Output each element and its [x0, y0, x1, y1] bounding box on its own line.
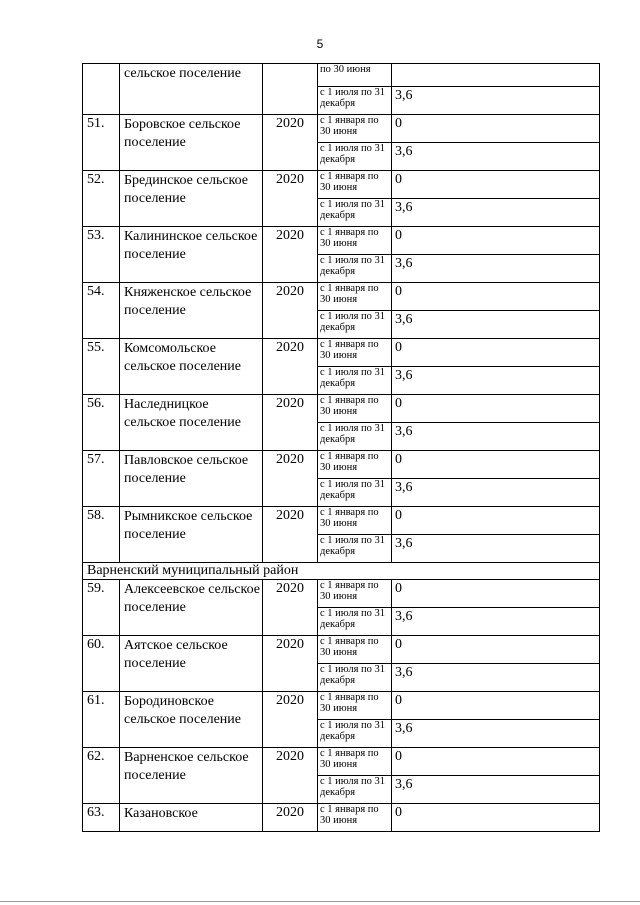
period: с 1 января по 30 июня [318, 580, 392, 608]
period: с 1 января по 30 июня [318, 636, 392, 664]
period: с 1 июля по 31 декабря [318, 535, 392, 563]
table-row [83, 692, 600, 720]
period: с 1 июля по 31 декабря [318, 367, 392, 395]
row-number: 59. [83, 580, 120, 636]
settlement-name: Казановское [120, 804, 263, 832]
settlement-name: Княженское сельское поселение [120, 283, 263, 339]
page-edge-divider [0, 901, 640, 902]
rate: 3,6 [392, 608, 600, 636]
page-number: 5 [316, 37, 324, 51]
table-row [83, 580, 600, 608]
year: 2020 [263, 692, 318, 748]
table-row [83, 115, 600, 143]
row-number: 58. [83, 507, 120, 563]
period: с 1 июля по 31 декабря [318, 664, 392, 692]
period: с 1 января по 30 июня [318, 804, 392, 832]
period: с 1 июля по 31 декабря [318, 199, 392, 227]
table-row [83, 339, 600, 367]
rate: 0 [392, 451, 600, 479]
table-row [83, 227, 600, 255]
year: 2020 [263, 748, 318, 804]
rate: 0 [392, 171, 600, 199]
year: 2020 [263, 507, 318, 563]
settlement-name: Наследницкое сельское поселение [120, 395, 263, 451]
period: с 1 января по 30 июня [318, 171, 392, 199]
year: 2020 [263, 636, 318, 692]
row-number: 52. [83, 171, 120, 227]
table-row [83, 171, 600, 199]
rate: 3,6 [392, 664, 600, 692]
year: 2020 [263, 580, 318, 636]
settlement-name: Алексеевское сельское поселение [120, 580, 263, 636]
period: с 1 июля по 31 декабря [318, 255, 392, 283]
rate: 3,6 [392, 535, 600, 563]
table-row [83, 395, 600, 423]
rate: 0 [392, 507, 600, 535]
table-row [83, 451, 600, 479]
row-number: 51. [83, 115, 120, 171]
rate: 3,6 [392, 199, 600, 227]
rate: 0 [392, 395, 600, 423]
year: 2020 [263, 227, 318, 283]
rate: 0 [392, 804, 600, 832]
settlement-name: Боровское сельское поселение [120, 115, 263, 171]
settlement-name: сельское поселение [120, 64, 263, 115]
rate: 3,6 [392, 255, 600, 283]
rate: 3,6 [392, 311, 600, 339]
row-number: 62. [83, 748, 120, 804]
row-number: 63. [83, 804, 120, 832]
settlement-name: Калининское сельское поселение [120, 227, 263, 283]
year: 2020 [263, 395, 318, 451]
row-number [83, 64, 120, 115]
period: с 1 июля по 31 декабря [318, 776, 392, 804]
year: 2020 [263, 283, 318, 339]
rates-table [82, 63, 600, 832]
year [263, 64, 318, 115]
year: 2020 [263, 115, 318, 171]
rate: 0 [392, 227, 600, 255]
district-row [83, 563, 600, 580]
rate: 3,6 [392, 367, 600, 395]
table-row [83, 283, 600, 311]
rate: 0 [392, 115, 600, 143]
year: 2020 [263, 339, 318, 395]
rate: 0 [392, 580, 600, 608]
rate: 3,6 [392, 423, 600, 451]
rate [392, 64, 600, 87]
settlement-name: Бородиновское сельское поселение [120, 692, 263, 748]
period: с 1 января по 30 июня [318, 227, 392, 255]
row-number: 61. [83, 692, 120, 748]
period: с 1 июля по 31 декабря [318, 720, 392, 748]
table-row [83, 64, 600, 87]
table-row [83, 636, 600, 664]
settlement-name: Павловское сельское поселение [120, 451, 263, 507]
table-row [83, 748, 600, 776]
period: с 1 июля по 31 декабря [318, 608, 392, 636]
period: с 1 января по 30 июня [318, 507, 392, 535]
period: по 30 июня [318, 64, 392, 87]
rate: 3,6 [392, 776, 600, 804]
settlement-name: Варненское сельское поселение [120, 748, 263, 804]
year: 2020 [263, 171, 318, 227]
year: 2020 [263, 451, 318, 507]
rate: 3,6 [392, 720, 600, 748]
period: с 1 июля по 31 декабря [318, 479, 392, 507]
period: с 1 января по 30 июня [318, 283, 392, 311]
rate: 0 [392, 692, 600, 720]
period: с 1 июля по 31 декабря [318, 423, 392, 451]
period: с 1 января по 30 июня [318, 748, 392, 776]
table-row [83, 804, 600, 832]
rate: 3,6 [392, 87, 600, 115]
row-number: 60. [83, 636, 120, 692]
settlement-name: Рымникское сельское поселение [120, 507, 263, 563]
rate: 3,6 [392, 479, 600, 507]
row-number: 57. [83, 451, 120, 507]
period: с 1 января по 30 июня [318, 395, 392, 423]
period: с 1 января по 30 июня [318, 451, 392, 479]
year: 2020 [263, 804, 318, 832]
period: с 1 июля по 31 декабря [318, 87, 392, 115]
row-number: 56. [83, 395, 120, 451]
settlement-name: Комсомольское сельское поселение [120, 339, 263, 395]
table-row [83, 507, 600, 535]
row-number: 54. [83, 283, 120, 339]
period: с 1 июля по 31 декабря [318, 311, 392, 339]
row-number: 55. [83, 339, 120, 395]
settlement-name: Брединское сельское поселение [120, 171, 263, 227]
period: с 1 января по 30 июня [318, 692, 392, 720]
district-heading: Варненский муниципальный район [83, 563, 600, 580]
period: с 1 января по 30 июня [318, 339, 392, 367]
rate: 3,6 [392, 143, 600, 171]
rate: 0 [392, 748, 600, 776]
period: с 1 января по 30 июня [318, 115, 392, 143]
period: с 1 июля по 31 декабря [318, 143, 392, 171]
settlement-name: Аятское сельское поселение [120, 636, 263, 692]
row-number: 53. [83, 227, 120, 283]
rate: 0 [392, 339, 600, 367]
rate: 0 [392, 636, 600, 664]
rate: 0 [392, 283, 600, 311]
